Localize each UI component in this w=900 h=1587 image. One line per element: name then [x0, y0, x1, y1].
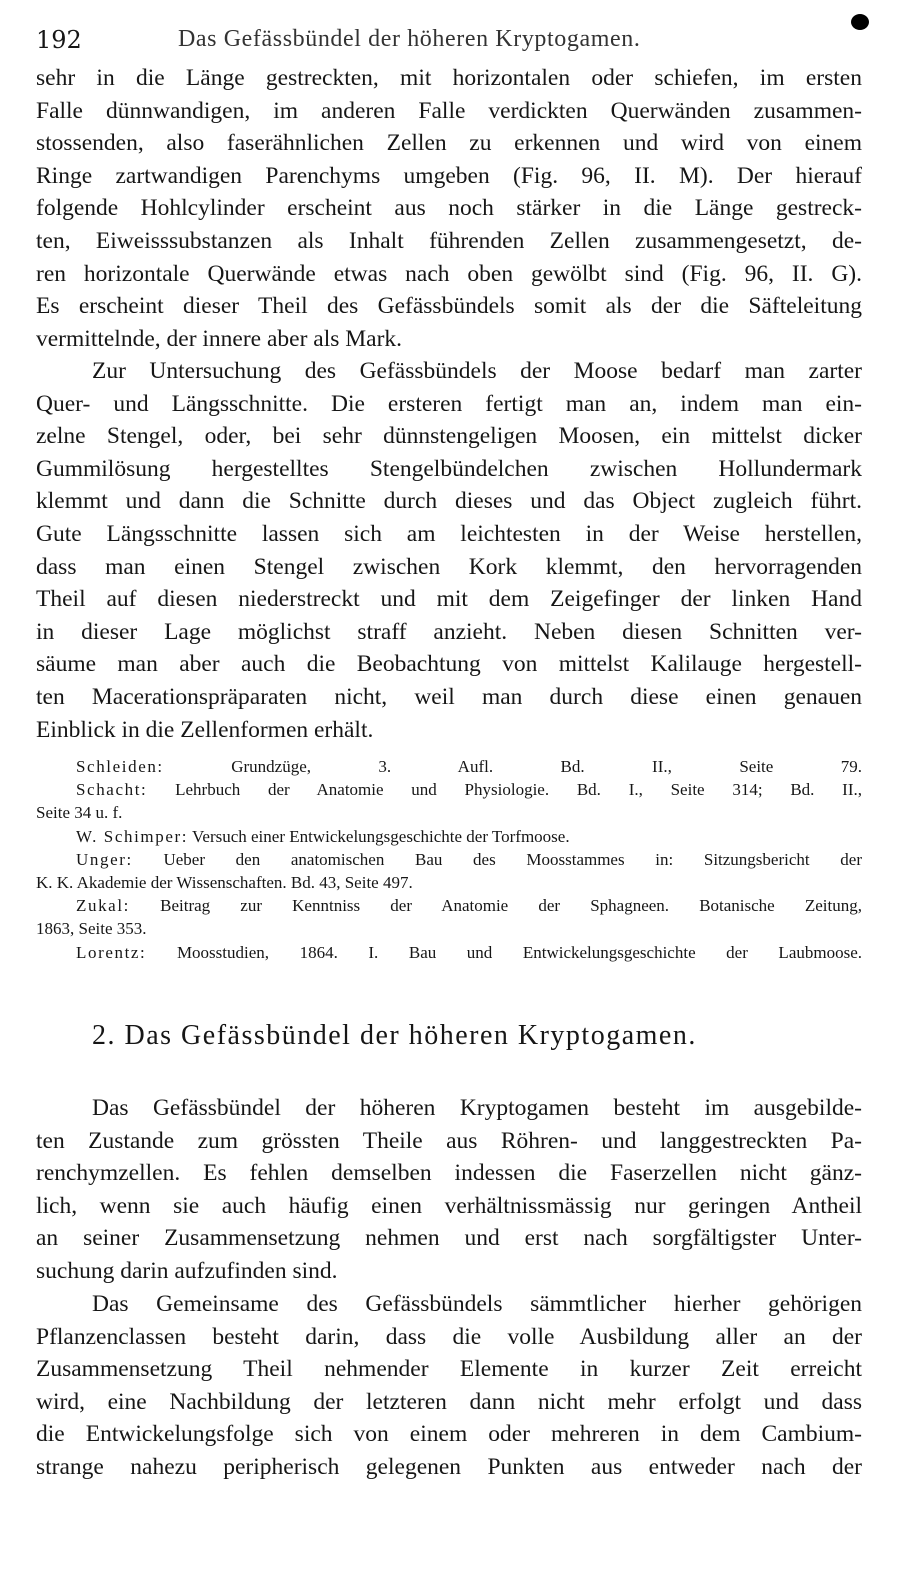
text-line: vermittelnde, der innere aber als Mark.	[36, 325, 403, 352]
text-line: sehr in die Länge gestreckten, mit horizontalen oder schiefen, im ersten	[36, 65, 862, 91]
text-line: strange nahezu peripherisch gelegenen Punkten aus entweder nach der	[36, 1453, 862, 1480]
text-line: Ringe zartwandigen Parenchyms umgeben (Fig. 96, II. M). Der hierauf	[36, 162, 862, 189]
text-line: in dieser Lage möglichst straff anzieht. Neben diesen Schnitten ver-	[36, 618, 862, 645]
running-head: Das Gefässbündel der höheren Kryptogamen.	[178, 26, 641, 52]
paragraph-section-intro	[36, 1092, 862, 1288]
reference-author: Lorentz:	[76, 942, 147, 962]
reference-line	[36, 755, 862, 778]
reference-text: Beitrag zur Kenntniss der Anatomie der Sphagneen. Botanische Zeitung,	[129, 896, 862, 916]
reference-author: Zukal:	[76, 896, 130, 916]
text-line: Falle dünnwandigen, im anderen Falle verdickten Querwänden zusammen-	[36, 97, 862, 124]
text-line: Zusammensetzung Theil nehmender Elemente in kurzer Zeit erreicht	[36, 1356, 862, 1383]
text-line: ren horizontale Querwände etwas nach oben gewölbt sind (Fig. 96, II. G).	[36, 260, 862, 287]
text-line: säume man aber auch die Beobachtung von mittelst Kalilauge hergestell-	[36, 651, 862, 678]
text-line: Pflanzenclassen besteht darin, dass die volle Ausbildung aller an der	[36, 1323, 862, 1350]
text-line: Theil auf diesen niederstreckt und mit dem Zeigefinger der linken Hand	[36, 586, 862, 613]
reference-line	[36, 894, 862, 917]
paragraph-moss-sections	[36, 355, 862, 746]
text-line: Gute Längsschnitte lassen sich am leichtesten in der Weise herstellen,	[36, 520, 862, 547]
reference-text: K. K. Akademie der Wissenschaften. Bd. 43, Seite 497.	[36, 873, 413, 893]
paragraph-common-features	[36, 1288, 862, 1484]
reference-author: Unger:	[76, 849, 133, 869]
reference-line	[36, 917, 862, 940]
reference-line	[36, 871, 862, 894]
text-line: Das Gefässbündel der höheren Kryptogamen besteht im ausgebilde-	[92, 1095, 862, 1121]
text-line: ten, Eiweisssubstanzen als Inhalt führenden Zellen zusammengesetzt, de-	[36, 227, 862, 254]
text-line: die Entwickelungsfolge sich von einem oder mehreren in dem Cambium-	[36, 1421, 862, 1448]
reference-author: W. Schimper:	[76, 826, 189, 846]
reference-text: Versuch einer Entwickelungsgeschichte der Torfmoose.	[188, 826, 570, 846]
text-line: renchymzellen. Es fehlen demselben indessen die Faserzellen nicht gänz-	[36, 1160, 862, 1187]
text-line: dass man einen Stengel zwischen Kork klemmt, den hervorragenden	[36, 553, 862, 580]
reference-text: Seite 34 u. f.	[36, 803, 123, 823]
text-line: zelne Stengel, oder, bei sehr dünnstengeligen Moosen, ein mittelst dicker	[36, 423, 862, 450]
reference-line	[36, 848, 862, 871]
reference-line	[36, 825, 862, 848]
text-line: ten Zustande zum grössten Theile aus Röhren- und langgestreckten Pa-	[36, 1127, 862, 1154]
reference-text: 1863, Seite 353.	[36, 919, 147, 939]
text-line: an seiner Zusammensetzung nehmen und erst nach sorgfältigster Unter-	[36, 1225, 862, 1252]
text-line: wird, eine Nachbildung der letzteren dann nicht mehr erfolgt und dass	[36, 1388, 862, 1415]
references-list	[36, 755, 862, 964]
reference-line	[36, 801, 862, 824]
reference-text: Lehrbuch der Anatomie und Physiologie. Bd. I., Seite 314; Bd. II.,	[147, 780, 862, 800]
reference-author: Schleiden:	[76, 757, 164, 776]
text-line: Es erscheint dieser Theil des Gefässbündels somit als der die Säfteleitung	[36, 293, 862, 320]
text-line: Gummilösung hergestelltes Stengelbündelchen zwischen Hollundermark	[36, 455, 862, 482]
text-line: stossenden, also faserähnlichen Zellen zu erkennen und wird von einem	[36, 130, 862, 157]
text-line: Quer- und Längsschnitte. Die ersteren fertigt man an, indem man ein-	[36, 390, 862, 417]
text-line: ten Macerationspräparaten nicht, weil man durch diese einen genauen	[36, 683, 862, 710]
page-header	[36, 22, 866, 58]
text-line: Einblick in die Zellenformen erhält.	[36, 716, 374, 743]
section-heading: 2. Das Gefässbündel der höheren Kryptogamen.	[92, 1020, 697, 1051]
reference-text: Moosstudien, 1864. I. Bau und Entwickelungsgeschichte der Laubmoose.	[146, 942, 862, 962]
text-line: Das Gemeinsame des Gefässbündels sämmtlicher hierher gehörigen	[92, 1291, 862, 1317]
paragraph-continuation	[36, 62, 862, 355]
ink-blot-mark	[851, 14, 869, 30]
reference-line	[36, 941, 862, 964]
reference-text: Ueber den anatomischen Bau des Moosstammes in: Sitzungsbericht der	[132, 849, 862, 869]
reference-text: Grundzüge, 3. Aufl. Bd. II., Seite 79.	[163, 757, 862, 776]
reference-line	[36, 778, 862, 801]
reference-author: Schacht:	[76, 780, 148, 800]
text-line: Zur Untersuchung des Gefässbündels der Moose bedarf man zarter	[92, 358, 862, 384]
text-line: lich, wenn sie auch häufig einen verhältnissmässig nur geringen Antheil	[36, 1192, 862, 1219]
text-line: suchung darin aufzufinden sind.	[36, 1257, 338, 1284]
text-line: folgende Hohlcylinder erscheint aus noch stärker in die Länge gestreck-	[36, 195, 862, 222]
page-number: 192	[36, 26, 82, 54]
text-line: klemmt und dann die Schnitte durch dieses und das Object zugleich führt.	[36, 488, 862, 515]
